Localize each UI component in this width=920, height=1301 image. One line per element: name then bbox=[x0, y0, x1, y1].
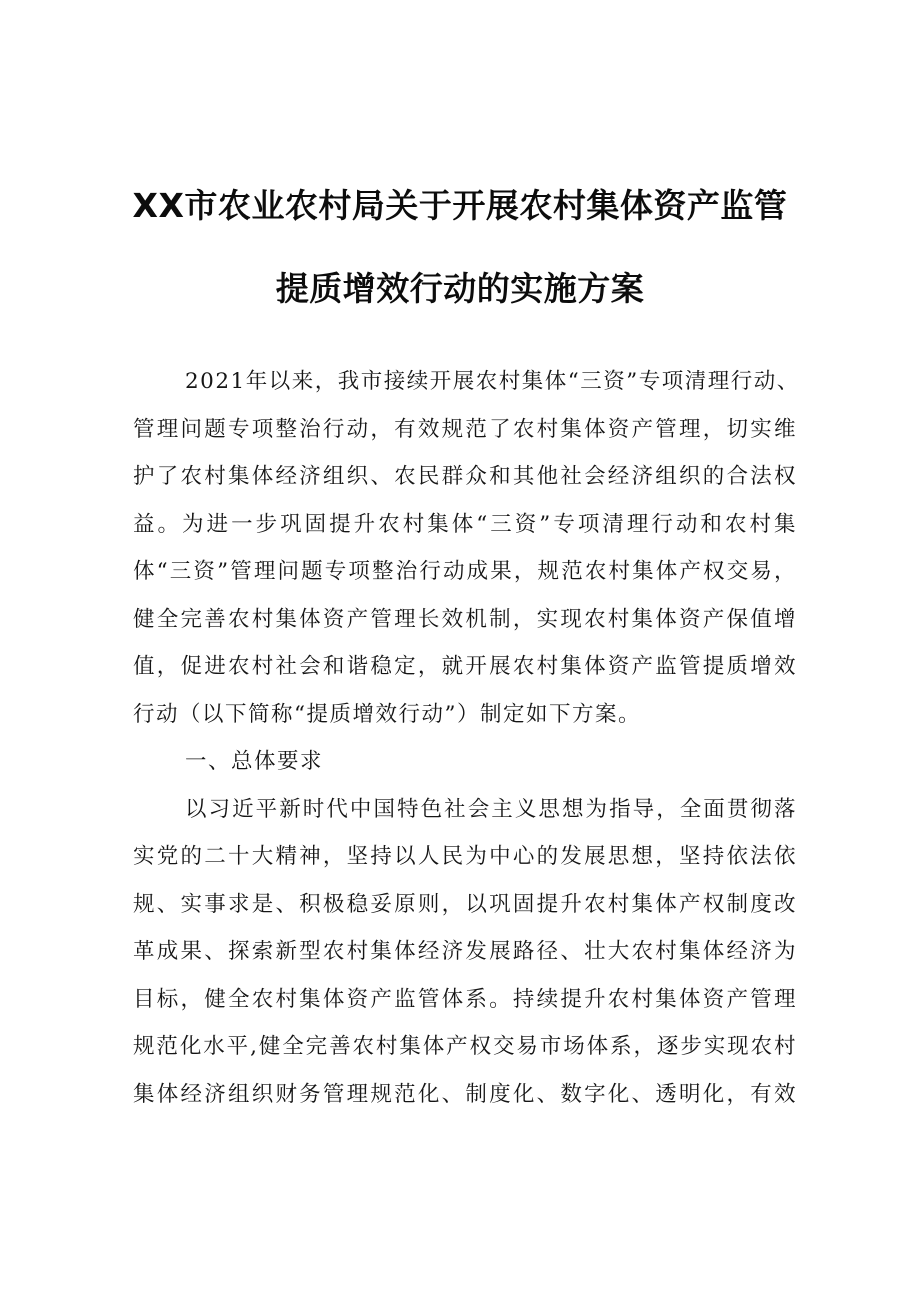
paragraph-1-line-4: 益。为进一步巩固提升农村集体“三资”专项清理行动和农村集 bbox=[133, 512, 797, 537]
paragraph-1-line-8: 行动（以下简称“提质增效行动”）制定如下方案。 bbox=[133, 702, 641, 727]
paragraph-2-line-1: 以习近平新时代中国特色社会主义思想为指导，全面贯彻落 bbox=[185, 797, 797, 822]
section-heading: 一、总体要求 bbox=[185, 749, 324, 774]
paragraph-1-line-3: 护了农村集体经济组织、农民群众和其他社会经济组织的合法权 bbox=[133, 464, 797, 489]
document-title-line-1: XX市农业农村局关于开展农村集体资产监管 bbox=[132, 186, 788, 225]
paragraph-2-line-2: 实党的二十大精神，坚持以人民为中心的发展思想，坚持依法依 bbox=[133, 844, 797, 869]
paragraph-2-line-6: 规范化水平,健全完善农村集体产权交易市场体系，逐步实现农村 bbox=[133, 1034, 797, 1059]
paragraph-2-line-5: 目标，健全农村集体资产监管体系。持续提升农村集体资产管理 bbox=[133, 987, 797, 1012]
paragraph-1-line-2: 管理问题专项整治行动，有效规范了农村集体资产管理，切实维 bbox=[133, 417, 797, 442]
paragraph-1-line-5: 体“三资”管理问题专项整治行动成果，规范农村集体产权交易， bbox=[133, 559, 797, 584]
paragraph-2-line-4: 革成果、探索新型农村集体经济发展路径、壮大农村集体经济为 bbox=[133, 939, 797, 964]
paragraph-2-line-7: 集体经济组织财务管理规范化、制度化、数字化、透明化，有效 bbox=[133, 1082, 797, 1107]
paragraph-1-line-1: 2021年以来，我市接续开展农村集体“三资”专项清理行动、 bbox=[185, 369, 800, 394]
paragraph-1-line-6: 健全完善农村集体资产管理长效机制，实现农村集体资产保值增 bbox=[133, 607, 797, 632]
paragraph-1-line-7: 值，促进农村社会和谐稳定，就开展农村集体资产监管提质增效 bbox=[133, 654, 797, 679]
document-title-line-2: 提质增效行动的实施方案 bbox=[275, 269, 645, 308]
paragraph-2-line-3: 规、实事求是、积极稳妥原则，以巩固提升农村集体产权制度改 bbox=[133, 892, 797, 917]
